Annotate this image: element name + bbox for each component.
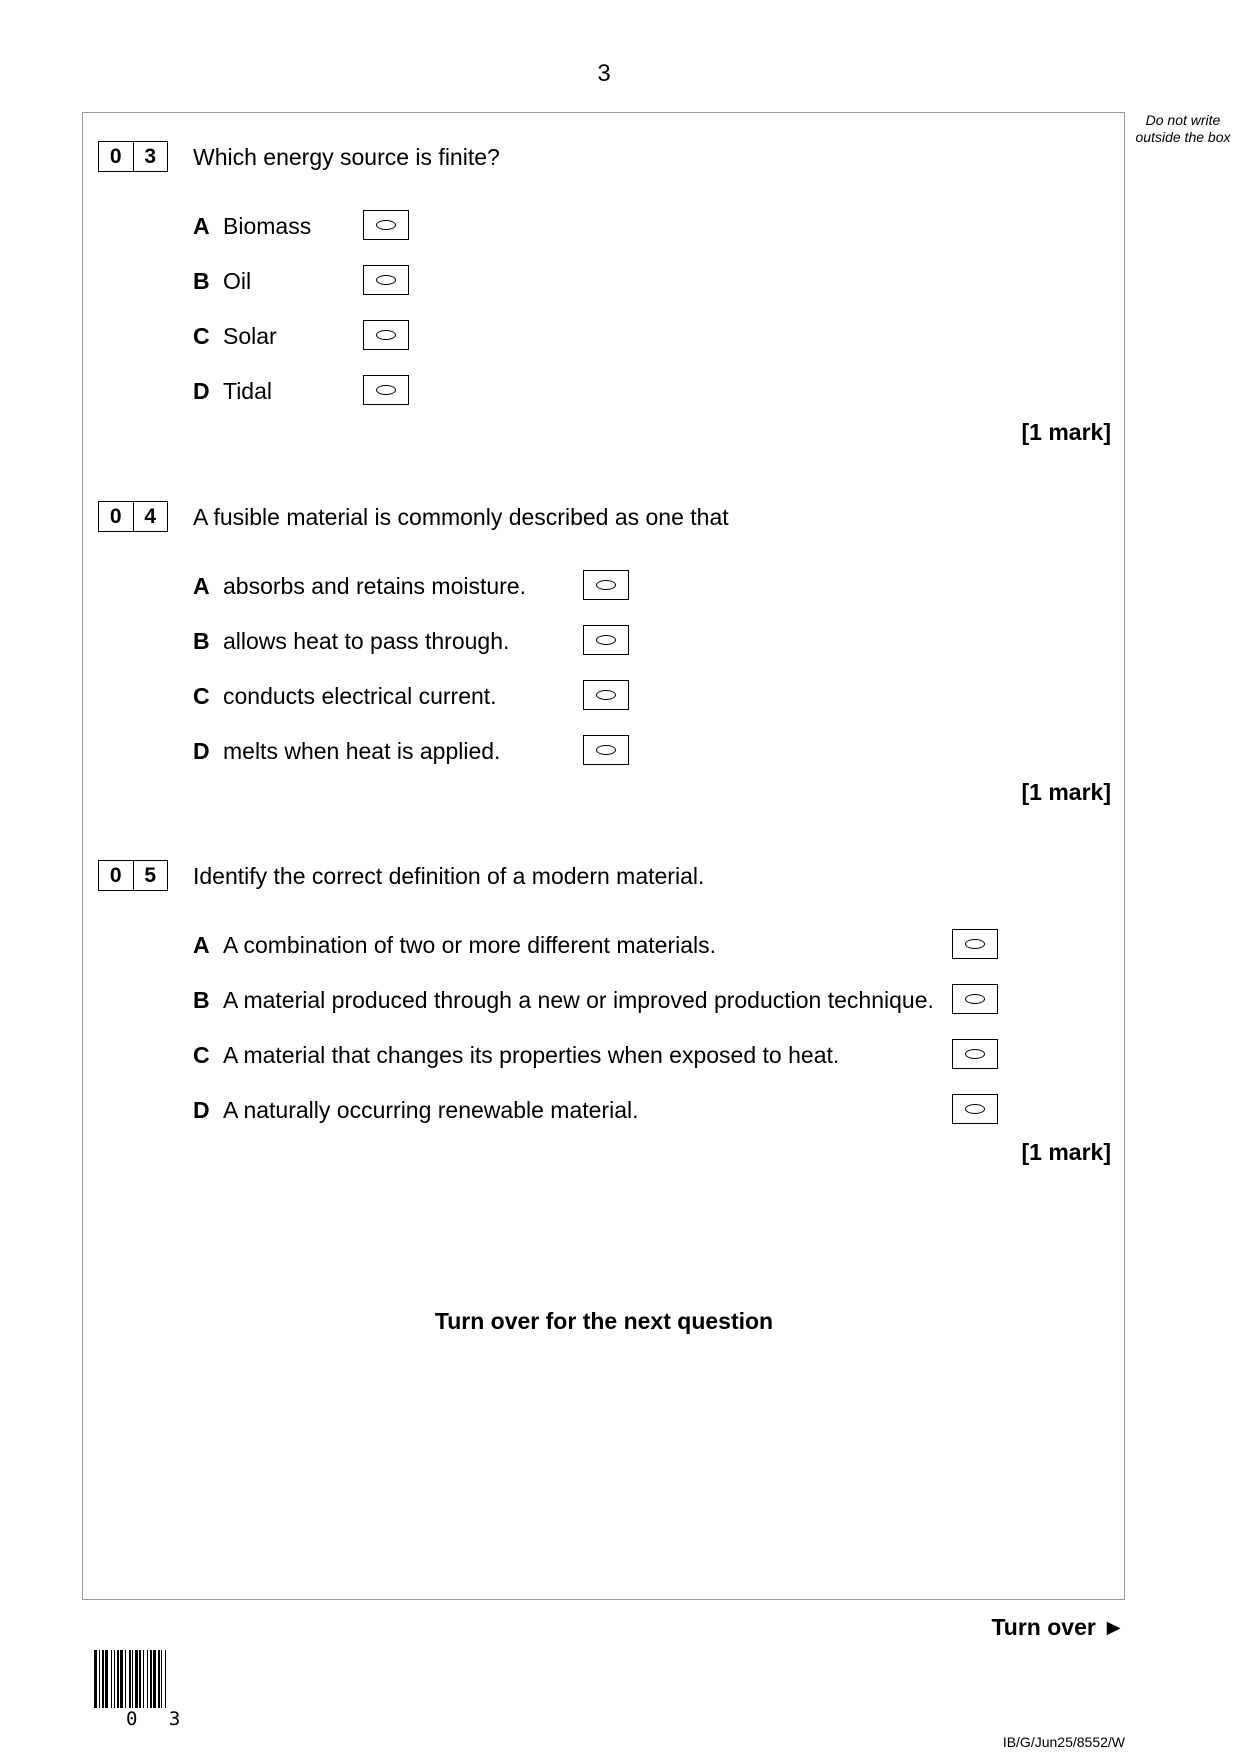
page-number: 3 [597, 60, 611, 87]
option-text: Oil [223, 268, 252, 294]
option-text: Biomass [223, 213, 312, 239]
marks-label: [1 mark] [1021, 1139, 1111, 1165]
answer-box-04-c[interactable] [583, 680, 629, 710]
answer-box-05-a[interactable] [952, 929, 998, 959]
question-text: Identify the correct definition of a modern material. [193, 863, 705, 889]
option-text: A combination of two or more different materials. [223, 932, 717, 958]
marks-label: [1 mark] [1021, 419, 1111, 445]
lozenge-icon [376, 275, 396, 285]
option-letter: A [193, 213, 210, 239]
option-text: Solar [223, 323, 277, 349]
answer-box-04-a[interactable] [583, 570, 629, 600]
answer-box-03-d[interactable] [363, 375, 409, 405]
marks-label: [1 mark] [1021, 779, 1111, 805]
option-letter: B [193, 268, 210, 294]
answer-box-04-d[interactable] [583, 735, 629, 765]
option-text: allows heat to pass through. [223, 628, 510, 654]
question-text: Which energy source is finite? [193, 144, 500, 170]
lozenge-icon [596, 635, 616, 645]
question-digit: 0 [109, 504, 122, 528]
question-text: A fusible material is commonly described as one that [193, 504, 729, 530]
barcode-icon [94, 1650, 190, 1730]
question-digit: 5 [133, 861, 168, 890]
margin-note: Do not write outside the box [1135, 112, 1231, 145]
option-letter: A [193, 573, 210, 599]
footer-code: IB/G/Jun25/8552/W [1002, 1734, 1125, 1750]
option-text: A naturally occurring renewable material. [223, 1097, 639, 1123]
option-text: A material that changes its properties when exposed to heat. [223, 1042, 840, 1068]
option-letter: D [193, 1097, 210, 1123]
lozenge-icon [376, 330, 396, 340]
question-digit: 0 [109, 144, 122, 168]
question-digit: 3 [133, 142, 168, 171]
lozenge-icon [376, 220, 396, 230]
turn-over-next-question: Turn over for the next question [434, 1308, 774, 1334]
option-letter: C [193, 1042, 210, 1068]
option-text: Tidal [223, 378, 272, 404]
answer-box-05-d[interactable] [952, 1094, 998, 1124]
option-letter: B [193, 628, 210, 654]
lozenge-icon [596, 745, 616, 755]
question-number-04 [98, 501, 168, 532]
lozenge-icon [965, 939, 985, 949]
lozenge-icon [376, 385, 396, 395]
question-digit: 4 [133, 502, 168, 531]
answer-box-03-b[interactable] [363, 265, 409, 295]
lozenge-icon [965, 1104, 985, 1114]
option-text: A material produced through a new or improved production technique. [223, 987, 934, 1013]
barcode-number: 0 3 [126, 1708, 191, 1730]
question-number-03 [98, 141, 168, 172]
option-letter: D [193, 738, 210, 764]
option-letter: A [193, 932, 210, 958]
option-text: absorbs and retains moisture. [223, 573, 526, 599]
lozenge-icon [596, 580, 616, 590]
question-digit: 0 [109, 863, 122, 887]
option-text: melts when heat is applied. [223, 738, 501, 764]
option-letter: B [193, 987, 210, 1013]
option-letter: C [193, 323, 210, 349]
answer-box-03-a[interactable] [363, 210, 409, 240]
lozenge-icon [965, 994, 985, 1004]
answer-box-04-b[interactable] [583, 625, 629, 655]
answer-box-03-c[interactable] [363, 320, 409, 350]
option-letter: C [193, 683, 210, 709]
barcode-bar [166, 1650, 168, 1708]
option-text: conducts electrical current. [223, 683, 497, 709]
turn-over-label: Turn over ► [991, 1614, 1125, 1640]
answer-box-05-c[interactable] [952, 1039, 998, 1069]
question-number-05 [98, 860, 168, 891]
answer-box-05-b[interactable] [952, 984, 998, 1014]
lozenge-icon [596, 690, 616, 700]
option-letter: D [193, 378, 210, 404]
lozenge-icon [965, 1049, 985, 1059]
